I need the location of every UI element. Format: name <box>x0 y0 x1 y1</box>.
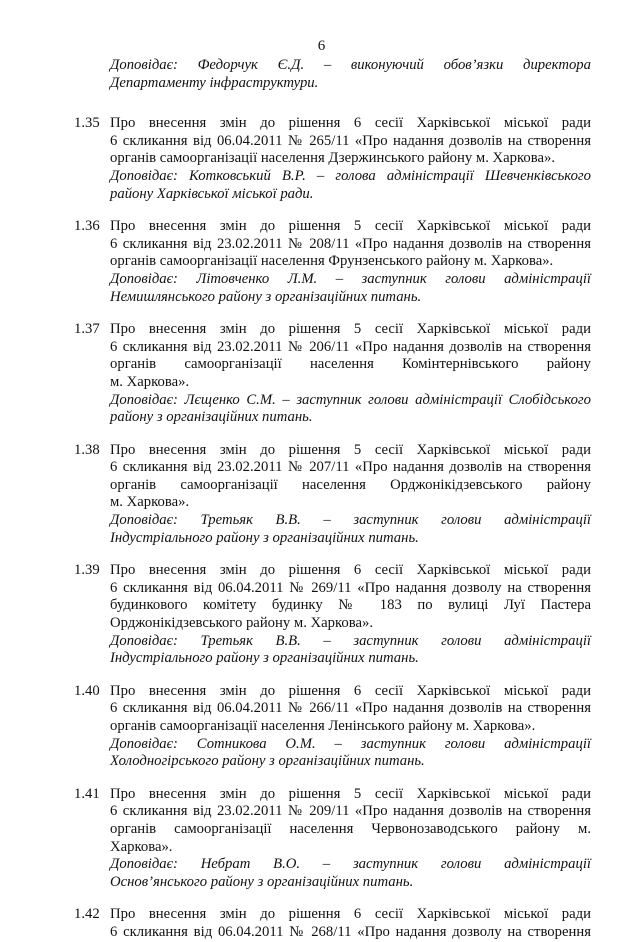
reporter-line: Доповідає: Котковський В.Р. – голова адміністрації Шевченківського <box>110 167 591 184</box>
intro-reporter <box>0 57 643 92</box>
item-text-line: органів самоорганізації населення Фрунзенського району м. Харкова». <box>110 253 554 270</box>
item-number: 1.35 <box>74 115 100 132</box>
item-text-line <box>74 218 591 236</box>
agenda-item <box>0 786 643 892</box>
item-text-line: 6 скликання від 06.04.2011 № 268/11 «Про надання дозволу на створення <box>110 923 591 940</box>
item-text: Про внесення змін до рішення 6 сесії Харківської міської ради <box>110 906 591 923</box>
item-number: 1.39 <box>74 562 100 579</box>
item-text-line: 6 скликання від 06.04.2011 № 269/11 «Про надання дозволу на створення <box>110 579 591 596</box>
reporter-line: Індустріального району з організаційних питань. <box>110 650 419 667</box>
item-text-line <box>74 906 591 924</box>
reporter-block <box>0 856 643 891</box>
item-text-line: м. Харкова». <box>110 494 190 511</box>
item-text-line: 6 скликання від 23.02.2011 № 209/11 «Про надання дозволів на створення <box>110 803 591 820</box>
item-number: 1.36 <box>74 218 100 235</box>
item-text-line: 6 скликання від 23.02.2011 № 207/11 «Про надання дозволів на створення <box>110 459 591 476</box>
agenda-item <box>0 321 643 427</box>
page-number: 6 <box>317 38 326 54</box>
item-text-line <box>74 441 591 460</box>
reporter-block <box>0 736 643 771</box>
reporter-line: Немишлянського району з організаційних питань. <box>110 288 422 305</box>
item-text-line: органів самоорганізації населення Орджонікідзевського району <box>110 476 591 493</box>
item-text-line <box>74 115 591 133</box>
reporter-line: Холодногірського району з організаційних питань. <box>110 753 425 770</box>
reporter-line: Основ’янського району з організаційних питань. <box>110 873 414 890</box>
item-text-line <box>74 785 591 804</box>
reporter-line: Департаменту інфраструктури. <box>110 74 319 91</box>
agenda-item <box>0 442 643 548</box>
reporter-line: Доповідає: Лєщенко С.М. – заступник голови адміністрації Слобідського <box>110 391 591 408</box>
item-text-line: 6 скликання від 23.02.2011 № 208/11 «Про надання дозволів на створення <box>110 235 591 252</box>
reporter-block <box>0 633 643 668</box>
reporter-line: Доповідає: Третьяк В.В. – заступник голови адміністрації <box>110 632 591 649</box>
agenda-item <box>0 683 643 771</box>
agenda-item <box>0 906 643 941</box>
item-text: Про внесення змін до рішення 6 сесії Харківської міської ради <box>110 562 591 579</box>
item-number: 1.38 <box>74 441 100 458</box>
item-text: Про внесення змін до рішення 5 сесії Харківської міської ради <box>110 321 591 338</box>
agenda-item <box>0 115 643 203</box>
reporter-block <box>0 271 643 306</box>
item-text-line: Харкова». <box>110 838 173 855</box>
document-body <box>0 57 643 942</box>
reporter-line: Індустріального району з організаційних питань. <box>110 529 419 546</box>
item-text: Про внесення змін до рішення 5 сесії Харківської міської ради <box>110 785 591 802</box>
agenda-list <box>0 115 643 941</box>
reporter-block <box>0 392 643 427</box>
item-number: 1.41 <box>74 785 100 802</box>
reporter-line: Доповідає: Федорчук Є.Д. – виконуючий обов’язки директора <box>110 57 591 73</box>
reporter-line: району з організаційних питань. <box>110 409 313 426</box>
item-text: Про внесення змін до рішення 5 сесії Харківської міської ради <box>110 441 591 458</box>
item-text-line <box>74 321 591 339</box>
item-text-line: 6 скликання від 06.04.2011 № 266/11 «Про надання дозволів на створення <box>110 700 591 717</box>
item-text-line: органів самоорганізації населення Червонозаводського району м. <box>110 820 591 837</box>
reporter-line: району Харківської міської ради. <box>110 185 314 202</box>
item-number: 1.42 <box>74 906 100 923</box>
reporter-line: Доповідає: Літовченко Л.М. – заступник голови адміністрації <box>110 270 591 287</box>
item-text-line: Орджонікідзевського району м. Харкова». <box>110 615 374 632</box>
item-text-line: органів самоорганізації населення Дзержинського району м. Харкова». <box>110 150 556 167</box>
item-text: Про внесення змін до рішення 5 сесії Харківської міської ради <box>110 218 591 235</box>
item-text: Про внесення змін до рішення 6 сесії Харківської міської ради <box>110 682 591 699</box>
agenda-item <box>0 562 643 668</box>
item-text-line <box>74 562 591 580</box>
item-text-line: органів самоорганізації населення Ленінського району м. Харкова». <box>110 718 536 734</box>
item-text-line: 6 скликання від 23.02.2011 № 206/11 «Про надання дозволів на створення <box>110 338 591 355</box>
item-text-line <box>74 682 591 701</box>
item-text-line: органів самоорганізації населення Комінтернівського району <box>110 356 591 373</box>
item-text-line: 6 скликання від 06.04.2011 № 265/11 «Про надання дозволів на створення <box>110 132 591 149</box>
reporter-line: Доповідає: Третьяк В.В. – заступник голови адміністрації <box>110 512 591 529</box>
agenda-item <box>0 218 643 306</box>
reporter-line: Доповідає: Сотникова О.М. – заступник голови адміністрації <box>110 735 591 752</box>
reporter-block <box>0 512 643 547</box>
item-text-line: м. Харкова». <box>110 373 190 390</box>
reporter-line: Доповідає: Небрат В.О. – заступник голови адміністрації <box>110 856 591 873</box>
item-text: Про внесення змін до рішення 6 сесії Харківської міської ради <box>110 115 591 132</box>
item-number: 1.40 <box>74 682 100 699</box>
item-text-line: будинкового комітету будинку № 183 по вулиці Луї Пастера <box>110 597 591 614</box>
reporter-block <box>0 168 643 203</box>
item-number: 1.37 <box>74 321 100 338</box>
